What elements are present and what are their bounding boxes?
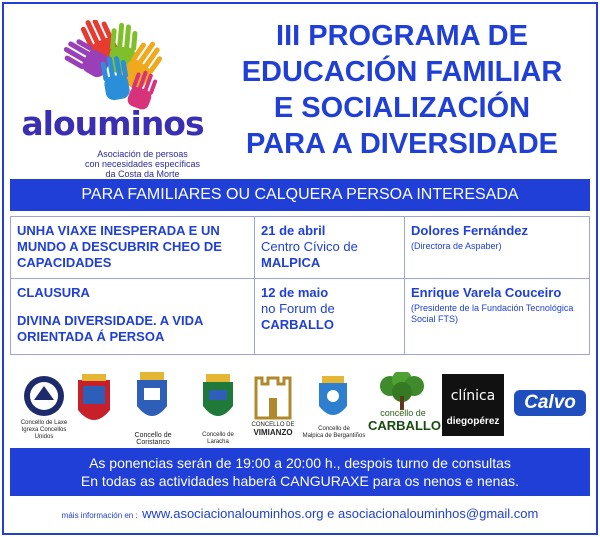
- cabana-coat-of-arms-icon: [74, 372, 114, 432]
- speaker-role: (Directora de Aspaber): [411, 241, 502, 251]
- speaker-name: Enrique Varela Couceiro: [411, 285, 562, 300]
- colored-hands-icon: [40, 20, 190, 110]
- event-venue: Centro Cívico de: [261, 239, 358, 254]
- sponsor-caption: [368, 408, 441, 433]
- sponsor-caption: Concello de Malpica de Bergantiños: [302, 426, 366, 439]
- table-row: [11, 217, 590, 279]
- sponsor-caption: Concello de Coristanco: [134, 432, 172, 446]
- calvo-logo: Calvo: [514, 390, 586, 416]
- logo-subtitle: [70, 149, 215, 179]
- logo-wordmark: alouminos: [21, 104, 204, 143]
- event-date: 12 de maio: [261, 285, 329, 300]
- alouminos-logo: [10, 20, 215, 179]
- logo-subtitle-line: da Costa da Morte: [105, 169, 180, 179]
- title-line: E SOCIALIZACIÓN: [273, 92, 531, 124]
- laxe-seal-icon: [22, 374, 66, 418]
- footer-links[interactable]: www.asociacionalouminhos.org e asociacionalouminhos@gmail.com: [142, 506, 539, 521]
- sponsor-logos: [10, 372, 590, 446]
- carballo-tree-icon: [374, 372, 430, 412]
- caption-line: concello de: [380, 408, 426, 418]
- info-line: En todas as actividades haberá CANGURAXE para os nenos e nenas.: [80, 473, 520, 489]
- date-venue-cell: [255, 217, 405, 279]
- event-date: 21 de abril: [261, 223, 326, 238]
- footer-label: máis información en :: [61, 511, 138, 520]
- speaker-role: (Presidente de la Fundación Tecnológica Social FTS): [411, 303, 574, 324]
- table-row: [11, 279, 590, 355]
- events-table: [10, 216, 590, 355]
- sponsor-caption: Concello de Laxe Igrexa Concellos Unidos: [20, 420, 68, 440]
- sponsor-caption: [242, 422, 304, 438]
- closing-talk-cell: [11, 279, 255, 355]
- vimianzo-tower-icon: [250, 374, 296, 420]
- info-banner: [10, 448, 590, 496]
- program-title: [212, 18, 592, 162]
- date-venue-cell: [255, 279, 405, 355]
- event-venue: no Forum de: [261, 301, 335, 316]
- speaker-cell: [405, 279, 590, 355]
- logo-subtitle-line: Asociación de persoas: [97, 149, 188, 159]
- title-line: PARA A DIVERSIDADE: [245, 128, 559, 160]
- logo-text: clínica: [450, 388, 496, 404]
- speaker-cell: [405, 217, 590, 279]
- info-line: As ponencias serán de 19:00 a 20:00 h., despois turno de consultas: [89, 455, 511, 471]
- coristanco-coat-of-arms-icon: [134, 372, 170, 428]
- laracha-coat-of-arms-icon: [200, 374, 236, 428]
- malpica-coat-of-arms-icon: [316, 376, 350, 426]
- closing-label: CLAUSURA: [17, 285, 90, 300]
- title-line: EDUCACIÓN FAMILIAR: [241, 56, 563, 88]
- logo-text: diegopérez: [446, 416, 500, 427]
- logo-subtitle-line: con necesidades específicas: [84, 159, 201, 169]
- title-line: III PROGRAMA DE: [276, 20, 528, 52]
- speaker-name: Dolores Fernández: [411, 223, 529, 238]
- event-town: CARBALLO: [261, 317, 334, 332]
- caption-line: CARBALLO: [368, 418, 441, 433]
- sponsor-caption: Concello de Laracha: [202, 432, 234, 445]
- caption-line: CONCELLO DE: [251, 422, 295, 428]
- event-town: MALPICA: [261, 255, 321, 270]
- caption-line: VIMIANZO: [253, 428, 293, 437]
- talk-title: DIVINA DIVERSIDADE. A VIDA ORIENTADA Á PERSOA: [17, 313, 203, 344]
- footer: [10, 503, 590, 527]
- talk-title: UNHA VIAXE INESPERADA E UN MUNDO A DESCUBRIR CHEO DE CAPACIDADES: [11, 217, 255, 279]
- clinica-diegoperez-logo: [442, 374, 504, 436]
- audience-banner: PARA FAMILIARES OU CALQUERA PERSOA INTERESADA: [10, 179, 590, 211]
